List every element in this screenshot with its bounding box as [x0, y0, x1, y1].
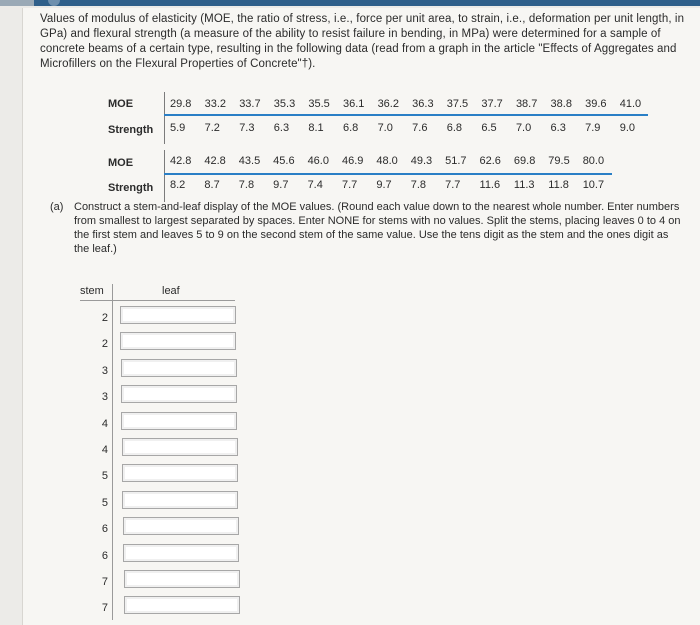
table-cell: 51.7	[445, 155, 467, 167]
table-cell: 36.1	[342, 98, 365, 110]
stem-value: 3	[101, 364, 108, 377]
table-cell: 35.5	[308, 98, 330, 110]
table-cell: 80.0	[582, 155, 605, 167]
table-cell: 11.8	[548, 179, 569, 191]
leaf-input[interactable]	[122, 464, 238, 482]
table-cell: 8.1	[308, 122, 324, 134]
table-cell: 11.3	[513, 179, 535, 191]
leaf-input[interactable]	[121, 412, 237, 430]
stem-value: 3	[101, 391, 108, 404]
strength-values	[170, 179, 617, 191]
leaf-column-header: leaf	[162, 285, 180, 297]
table-cell: 48.0	[376, 155, 398, 167]
leaf-input[interactable]	[121, 359, 237, 377]
table-cell: 10.7	[582, 179, 605, 191]
table-cell: 43.5	[238, 155, 261, 167]
table-cell: 9.7	[376, 179, 392, 191]
table-cell: 36.3	[412, 98, 434, 110]
stem-leaf-row	[80, 359, 240, 385]
table-cell: 5.9	[170, 122, 186, 134]
table-cell: 46.9	[341, 155, 364, 167]
strength-label: Strength	[108, 182, 154, 194]
table-cell: 62.6	[479, 155, 501, 167]
table-cell: 6.3	[273, 122, 290, 134]
stem-leaf-row	[80, 412, 240, 438]
table-cell: 37.7	[481, 98, 503, 110]
strength-label: Strength	[108, 124, 154, 136]
table-cell: 38.8	[550, 98, 572, 110]
table-cell: 33.2	[204, 98, 227, 110]
table-cell: 6.5	[481, 122, 497, 134]
table-cell: 6.8	[446, 122, 463, 134]
table-cell: 29.8	[170, 98, 192, 110]
site-logo-icon	[48, 0, 60, 6]
table-cell: 39.6	[585, 98, 607, 110]
moe-values	[170, 155, 617, 167]
table-cell: 7.0	[377, 122, 393, 134]
stem-column-header: stem	[80, 285, 104, 297]
leaf-input[interactable]	[124, 570, 240, 588]
table-cell: 38.7	[515, 98, 538, 110]
stem-leaf-row	[80, 332, 240, 358]
table-cell: 49.3	[410, 155, 433, 167]
stem-leaf-row	[80, 491, 240, 517]
stem-leaf-row	[80, 385, 240, 411]
table-cell: 33.7	[239, 98, 261, 110]
table-cell: 45.6	[273, 155, 295, 167]
stem-leaf-row	[80, 464, 240, 490]
stem-value: 2	[101, 338, 108, 351]
table-cell: 6.8	[342, 122, 359, 134]
question-text: Construct a stem-and-leaf display of the MOE values. (Round each value down to the nearest whole number. Enter numbers from smallest to largest separated by spaces. Enter NONE for stems with no values. Split the stems, placing leaves 0 to 4 on the first stem and leaves 5 to 9 on the second stem of the same value. Use the tens digit as the stem and the ones digit as the leaf.)	[74, 201, 681, 255]
table-cell: 7.8	[238, 179, 255, 191]
stem-leaf-header	[80, 284, 235, 301]
stem-value: 4	[101, 417, 108, 430]
table-cell: 7.7	[341, 179, 358, 191]
stem-leaf-row	[80, 596, 240, 622]
table-underline	[164, 114, 648, 116]
table-cell: 7.9	[585, 122, 601, 134]
problem-intro: Values of modulus of elasticity (MOE, the ratio of stress, i.e., force per unit area, to strain, i.e., deformation per unit length, in GPa) and flexural strength (a measure of the ability to resist failure in bending, in MPa) were determined for a sample of concrete beams of a certain type, resulting in the following data (read from a graph in the article "Effects of Aggregates and Microfillers on the Flexural Properties of Concrete"†).	[40, 13, 685, 70]
question-label: (a)	[50, 201, 64, 213]
table-cell: 7.0	[515, 122, 532, 134]
table-cell: 8.7	[204, 179, 220, 191]
moe-values	[170, 98, 654, 110]
table-cell: 79.5	[548, 155, 570, 167]
leaf-input[interactable]	[122, 438, 238, 456]
table-cell: 36.2	[377, 98, 399, 110]
moe-label: MOE	[108, 98, 134, 110]
stem-leaf-row	[80, 306, 240, 332]
stem-value: 2	[101, 312, 108, 324]
table-cell: 37.5	[446, 98, 469, 110]
leaf-input[interactable]	[123, 517, 239, 535]
table-cell: 46.0	[307, 155, 329, 167]
table-cell: 42.8	[170, 155, 192, 167]
stem-leaf-row	[80, 517, 240, 543]
table-cell: 7.8	[410, 179, 427, 191]
table-cell: 42.8	[204, 155, 226, 167]
table-cell: 6.3	[550, 122, 566, 134]
table-cell: 8.2	[170, 179, 186, 191]
moe-label: MOE	[108, 157, 134, 169]
table-divider	[164, 118, 165, 144]
stem-value: 6	[101, 549, 108, 562]
stem-value: 7	[101, 576, 108, 588]
table-cell: 7.6	[412, 122, 428, 134]
stem-value: 4	[101, 444, 108, 456]
table-cell: 69.8	[513, 155, 536, 167]
table-underline	[164, 173, 612, 175]
leaf-input[interactable]	[120, 306, 236, 324]
table-cell: 35.3	[273, 98, 296, 110]
table-cell: 7.7	[445, 179, 461, 191]
stem-value: 5	[101, 496, 108, 509]
browser-top-bar	[0, 0, 700, 6]
leaf-input[interactable]	[120, 332, 236, 350]
leaf-input[interactable]	[121, 385, 237, 403]
leaf-input[interactable]	[122, 491, 238, 509]
stem-leaf-row	[80, 570, 240, 596]
leaf-input[interactable]	[124, 596, 240, 614]
table-divider	[164, 176, 165, 202]
table-cell: 7.3	[239, 122, 255, 134]
table-cell: 9.7	[273, 179, 289, 191]
stem-value: 6	[101, 523, 108, 536]
table-cell: 41.0	[619, 98, 642, 110]
stem-leaf-row	[80, 544, 240, 570]
table-cell: 11.6	[479, 179, 501, 191]
strength-values	[170, 122, 654, 134]
browser-tab[interactable]	[0, 0, 34, 6]
table-cell: 7.4	[307, 179, 323, 191]
stem-value: 5	[101, 470, 108, 483]
table-cell: 7.2	[204, 122, 220, 134]
stem-value: 7	[101, 602, 108, 615]
leaf-input[interactable]	[123, 544, 239, 562]
stem-leaf-row	[80, 438, 240, 464]
table-cell: 9.0	[619, 122, 636, 134]
